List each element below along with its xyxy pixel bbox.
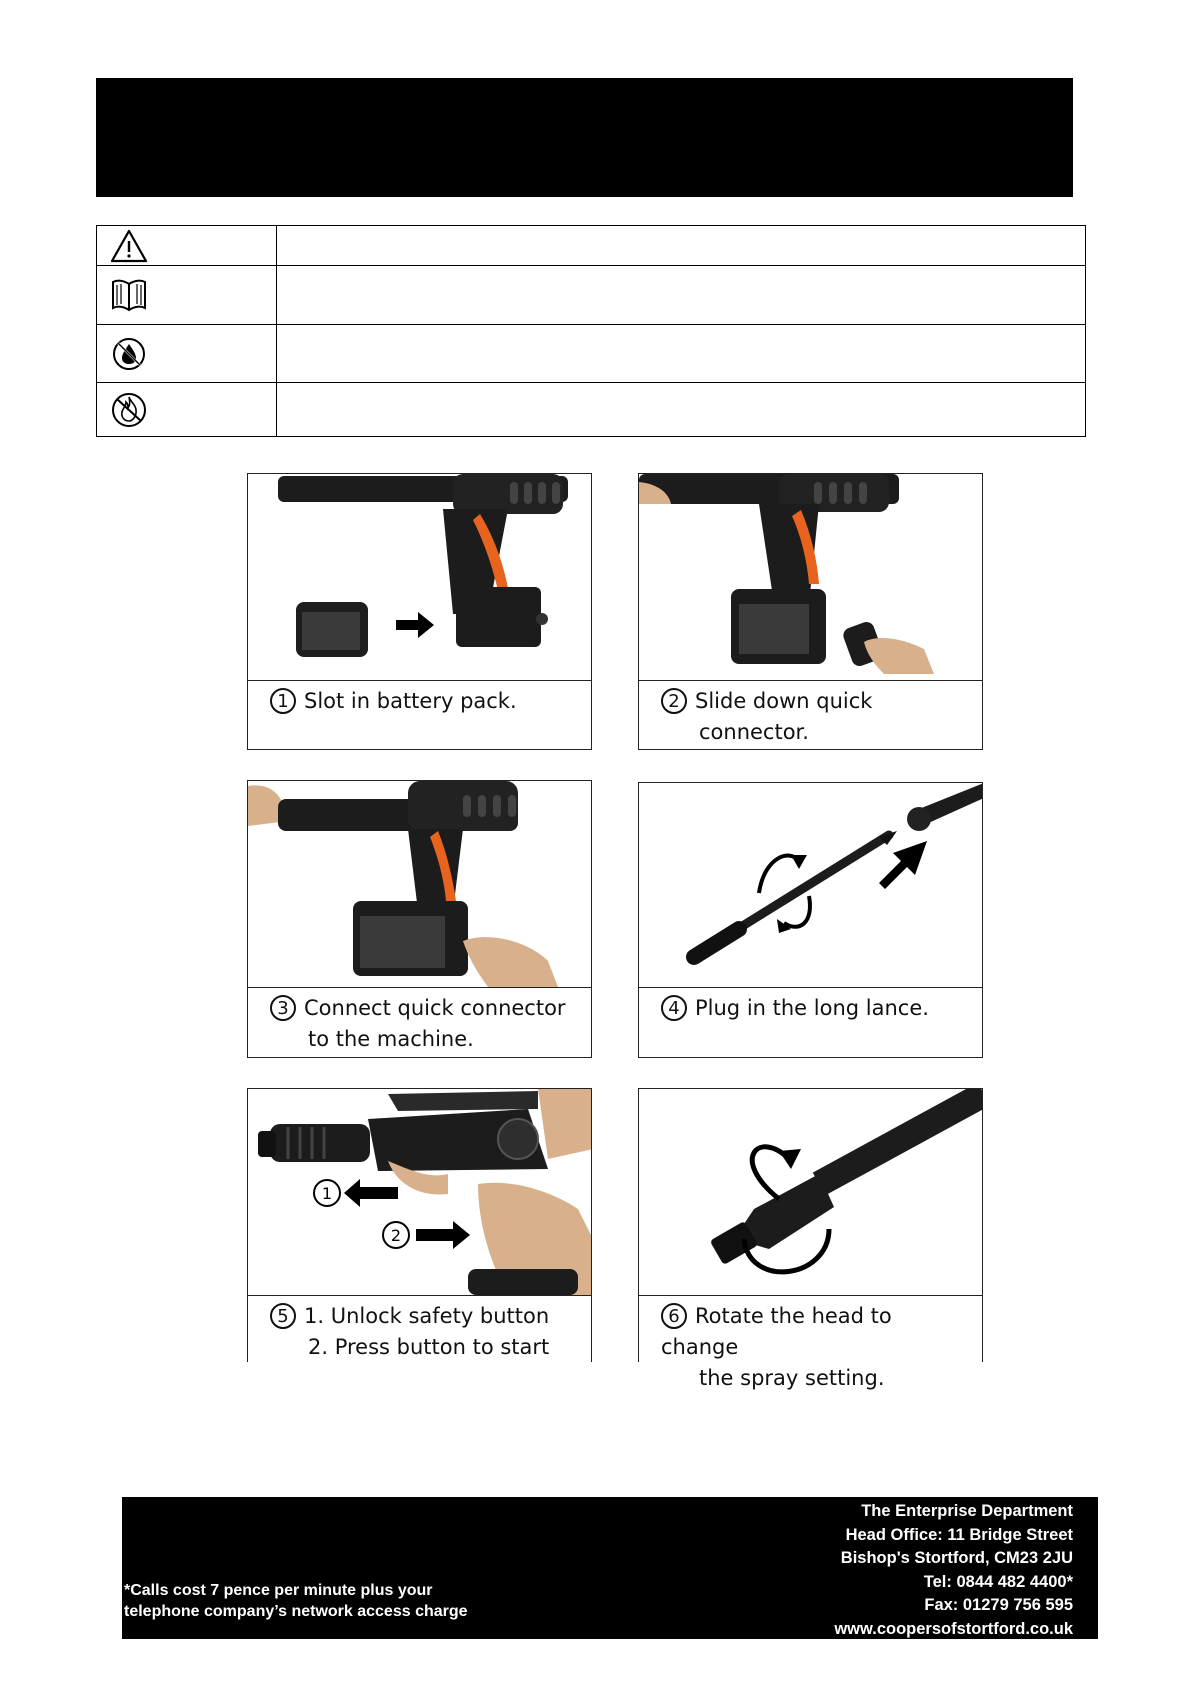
fax: Fax: 01279 756 595 — [924, 1596, 1073, 1614]
long-lance-illustration — [639, 783, 982, 987]
step-2-photo — [639, 474, 982, 681]
quick-connector-illustration — [639, 474, 982, 680]
no-fire-icon — [109, 391, 149, 429]
warning-triangle-icon — [109, 228, 149, 264]
step-5-panel — [247, 1088, 592, 1362]
step-4-photo — [639, 783, 982, 988]
connect-connector-illustration — [248, 781, 591, 987]
step-5-caption: 5 1. Unlock safety button 2. Press button to start — [248, 1295, 591, 1363]
step-5-photo — [248, 1089, 591, 1296]
step-number: 5 — [270, 1303, 296, 1329]
symbol-description — [277, 325, 1086, 383]
step-number: 4 — [661, 995, 687, 1021]
contact-address — [834, 1500, 1073, 1641]
rotate-head-illustration — [639, 1089, 982, 1295]
step-1-photo — [248, 474, 591, 681]
step-3-photo — [248, 781, 591, 988]
office-address: Head Office: 11 Bridge Street — [845, 1525, 1073, 1544]
header-bar — [96, 78, 1073, 197]
symbol-description — [277, 266, 1086, 325]
step-number: 6 — [661, 1303, 687, 1329]
symbol-row — [97, 226, 1086, 266]
telephone[interactable]: Tel: 0844 482 4400* — [923, 1572, 1073, 1591]
step-1-panel — [247, 473, 592, 750]
marker-1: 1 — [321, 1184, 333, 1203]
footer-bar — [122, 1497, 1098, 1639]
symbol-row — [97, 325, 1086, 383]
step-6-photo — [639, 1089, 982, 1296]
step-3-caption: 3 Connect quick connector to the machine. — [248, 987, 591, 1055]
symbol-description — [277, 226, 1086, 266]
battery-insert-illustration — [248, 474, 591, 680]
marker-2: 2 — [390, 1226, 402, 1245]
step-4-panel — [638, 782, 983, 1058]
town-postcode: Bishop's Stortford, CM23 2JU — [840, 1549, 1073, 1567]
step-6-caption: 6 Rotate the head to change the spray setting. — [661, 1304, 892, 1390]
step-2-caption: 2 Slide down quick connector. — [639, 680, 982, 748]
step-1-caption: 1 Slot in battery pack. — [248, 680, 591, 717]
department-name: The Enterprise Department — [861, 1502, 1073, 1520]
step-3-panel — [247, 780, 592, 1058]
calls-cost-note: *Calls cost 7 pence per minute plus your telephone company’s network access charge — [124, 1582, 468, 1620]
symbol-description — [277, 383, 1086, 437]
manual-book-icon — [109, 276, 149, 314]
step-number: 1 — [270, 688, 296, 714]
step-number: 2 — [661, 688, 687, 714]
website-link[interactable]: www.coopersofstortford.co.uk — [834, 1619, 1073, 1638]
safety-symbols-table — [96, 225, 1086, 437]
symbol-row — [97, 266, 1086, 325]
step-number: 3 — [270, 995, 296, 1021]
safety-button-illustration — [248, 1089, 591, 1295]
step-2-panel — [638, 473, 983, 750]
symbol-row — [97, 383, 1086, 437]
step-6-panel — [638, 1088, 983, 1390]
step-4-caption: 4 Plug in the long lance. — [639, 987, 982, 1024]
no-water-icon — [109, 336, 149, 372]
